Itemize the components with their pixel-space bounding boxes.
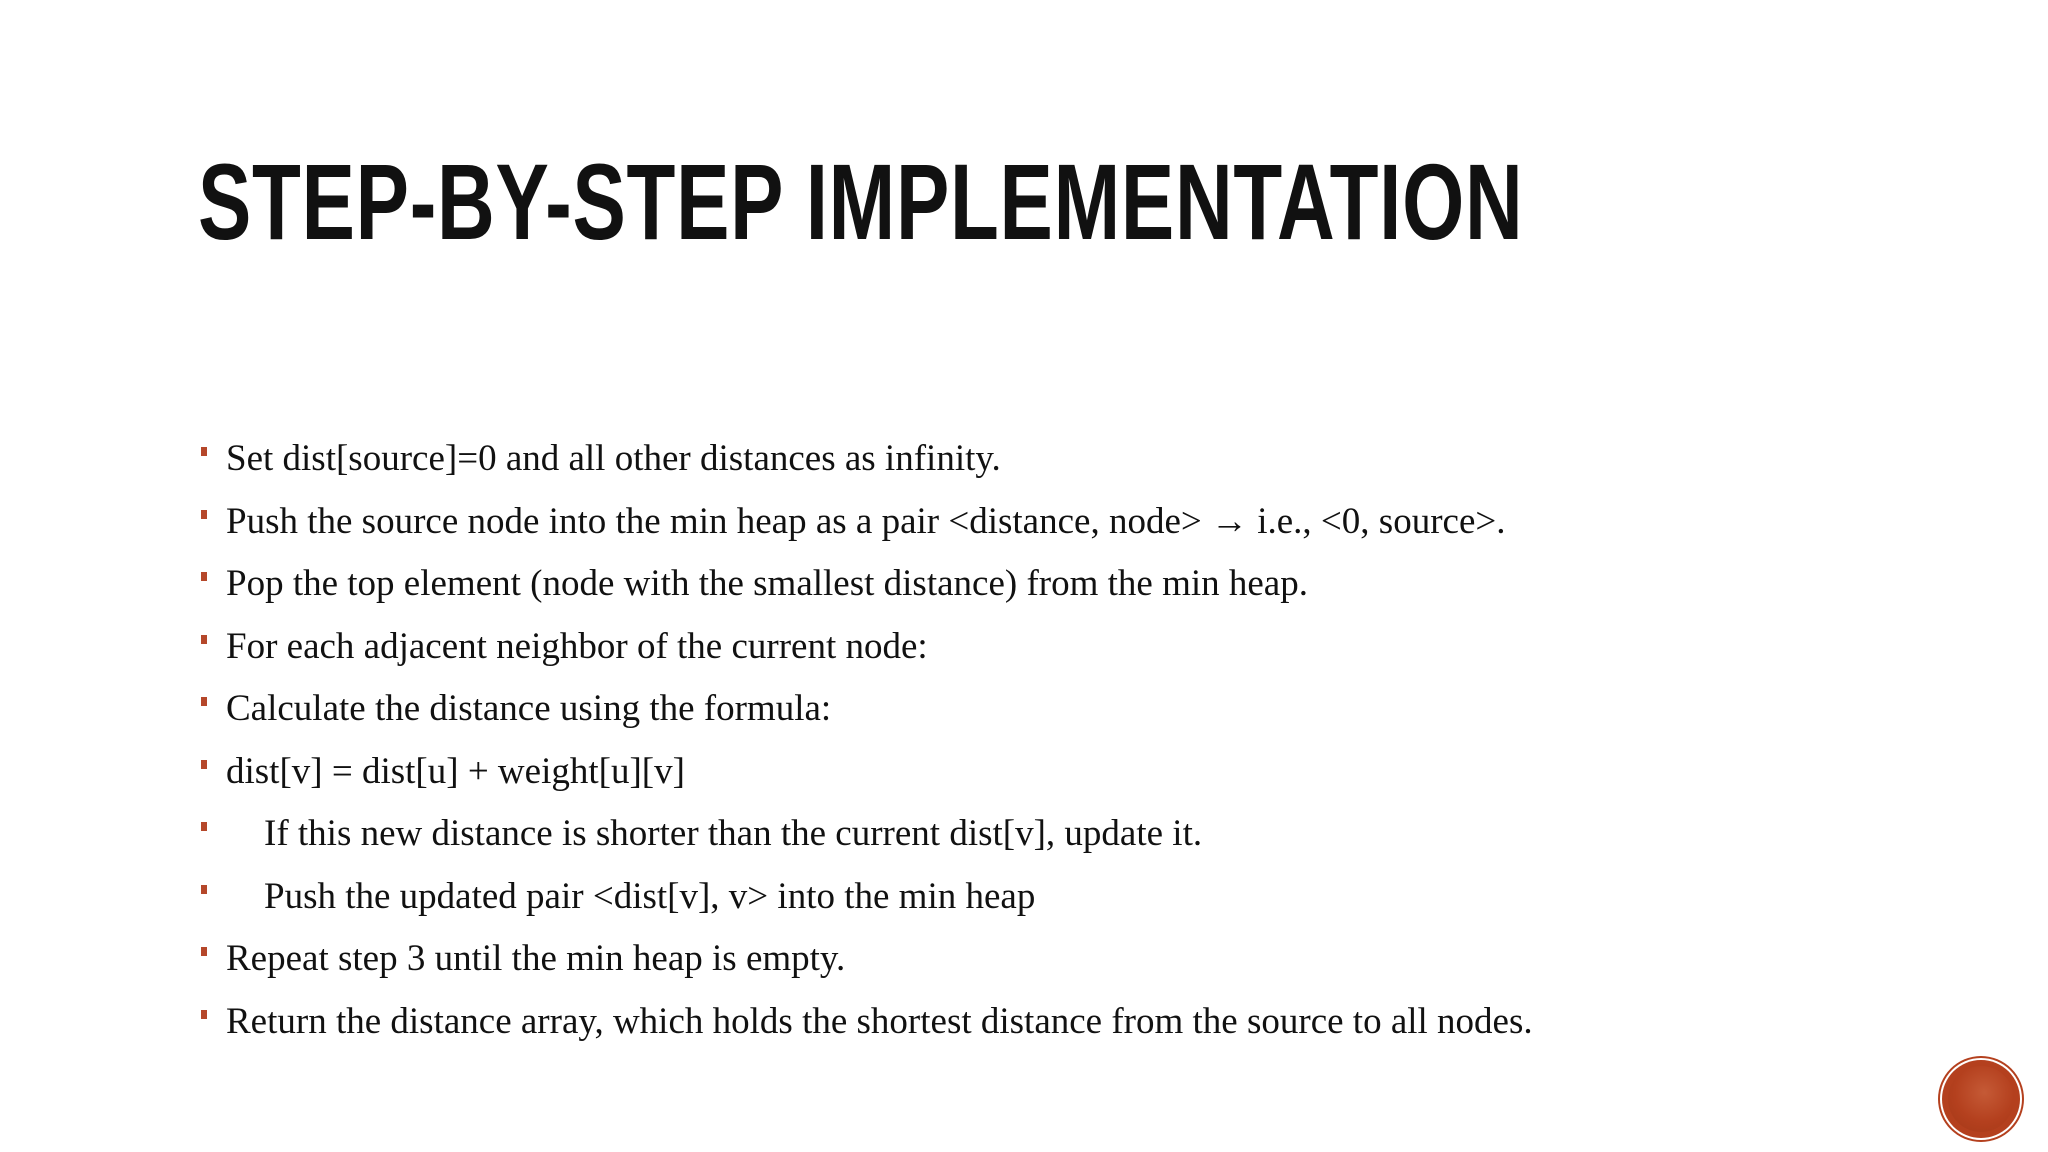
bullet-text: Repeat step 3 until the min heap is empty.: [226, 938, 846, 979]
bullet-square-icon: [201, 697, 207, 706]
bullet-text: Calculate the distance using the formula:: [226, 688, 832, 729]
bullet-text: dist[v] = dist[u] + weight[u][v]: [226, 750, 685, 792]
bullet-square-icon: [201, 635, 207, 644]
slide-nav-circle-button[interactable]: [1942, 1060, 2020, 1138]
bullet-text: Set dist[source]=0 and all other distances as infinity.: [226, 438, 1001, 479]
bullet-text: For each adjacent neighbor of the current node:: [226, 625, 928, 667]
slide-title: STEP-BY-STEP IMPLEMENTATION: [198, 141, 1524, 262]
bullet-text: Push the source node into the min heap as a pair <distance, node> → i.e., <0, source>.: [226, 500, 1506, 542]
bullet-square-icon: [201, 947, 207, 956]
bullet-square-icon: [201, 1010, 207, 1019]
bullet-square-icon: [201, 822, 207, 831]
bullet-square-icon: [201, 447, 207, 456]
bullet-text: Push the updated pair <dist[v], v> into the min heap: [264, 875, 1036, 917]
bullet-text: Pop the top element (node with the smallest distance) from the min heap.: [226, 563, 1308, 604]
bullet-text: If this new distance is shorter than the current dist[v], update it.: [264, 813, 1203, 854]
bullet-square-icon: [201, 510, 207, 519]
bullet-square-icon: [201, 572, 207, 581]
bullet-square-icon: [201, 760, 207, 769]
bullet-square-icon: [201, 885, 207, 894]
circle-icon: [1948, 1066, 2014, 1132]
bullet-text: Return the distance array, which holds the shortest distance from the source to all nodes.: [226, 1000, 1533, 1042]
